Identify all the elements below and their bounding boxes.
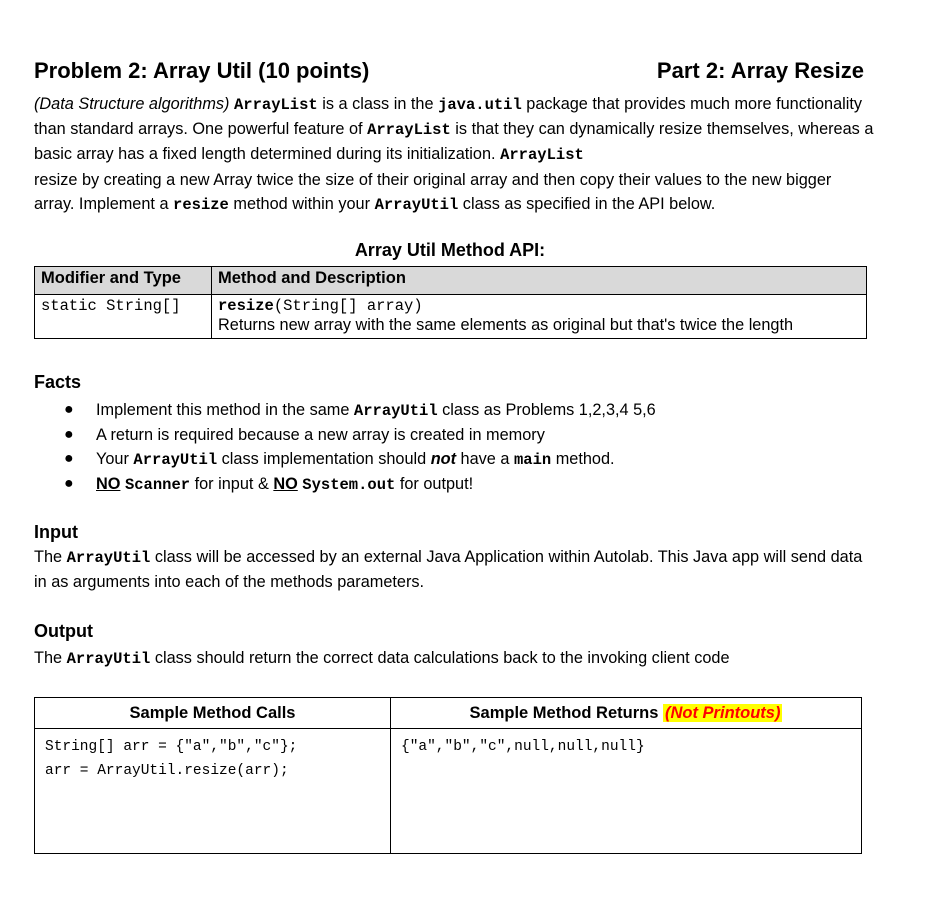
code-main: main	[513, 451, 552, 469]
bullet-icon: ●	[64, 475, 74, 492]
bullet-icon: ●	[64, 450, 74, 467]
code-arrayutil: ArrayUtil	[66, 549, 151, 567]
api-method-name: resize	[218, 297, 274, 315]
output-heading: Output	[34, 621, 93, 641]
api-col-modifier: Modifier and Type	[35, 267, 212, 295]
input-heading: Input	[34, 522, 78, 542]
emphasis-no: NO	[273, 475, 298, 493]
api-header-row	[35, 267, 867, 295]
page-title: Problem 2: Array Util (10 points)	[34, 58, 370, 83]
fact-item	[60, 472, 656, 497]
code-java-util: java.util	[438, 96, 522, 114]
code-line: String[] arr = {"a","b","c"};	[45, 739, 298, 755]
fact-text: A return is required because a new array is created in memory	[96, 426, 545, 444]
code-arrayutil: ArrayUtil	[353, 402, 438, 420]
api-table	[34, 266, 867, 339]
sample-table	[34, 697, 862, 854]
sample-row	[35, 729, 862, 854]
code-scanner: Scanner	[124, 476, 191, 494]
fact-text: Your	[96, 450, 134, 468]
fact-item	[60, 423, 656, 447]
output-paragraph	[34, 646, 874, 671]
code-arraylist: ArrayList	[367, 121, 451, 140]
sample-col-returns-label: Sample Method Returns	[469, 703, 659, 722]
sample-col-calls: Sample Method Calls	[35, 698, 391, 729]
code-arraylist: ArrayList	[233, 96, 318, 114]
intro-text: is a class in the	[317, 95, 439, 113]
emphasis-not: not	[430, 450, 457, 468]
fact-text: for input &	[190, 475, 274, 493]
code-line: {"a","b","c",null,null,null}	[401, 739, 645, 755]
intro-text: package that provides much more functionality than standard arrays. One powerful feature of	[34, 95, 863, 139]
fact-text: method.	[551, 450, 615, 468]
api-caption: Array Util Method API:	[354, 240, 546, 260]
emphasis-no: NO	[96, 475, 121, 493]
returns-note: (Not Printouts)	[664, 703, 781, 722]
input-paragraph	[34, 545, 874, 594]
input-text: The	[34, 548, 67, 566]
intro-text: resize by creating a new Array twice the size of their original array and then copy their values to the new bigger array. Implement a	[34, 170, 832, 213]
sample-header-row	[35, 698, 862, 729]
fact-text: for output!	[395, 475, 474, 493]
sample-col-returns	[391, 698, 862, 729]
sample-calls-cell	[35, 729, 391, 854]
fact-text: class implementation should	[217, 450, 431, 468]
code-line: arr = ArrayUtil.resize(arr);	[45, 763, 289, 779]
api-description: Returns new array with the same elements as original but that's twice the length	[218, 316, 794, 334]
sample-returns-cell	[391, 729, 862, 854]
output-text: class should return the correct data calculations back to the invoking client code	[150, 649, 730, 667]
code-resize: resize	[173, 195, 229, 214]
intro-text: method within your	[228, 194, 375, 213]
input-text: class will be accessed by an external Java Application within Autolab. This Java app will send data in as arguments into each of the methods parameters.	[34, 548, 863, 591]
facts-heading: Facts	[34, 372, 82, 392]
fact-text: have a	[456, 450, 514, 468]
api-modifier-cell	[35, 295, 212, 339]
fact-item	[60, 447, 656, 472]
intro-paragraph	[34, 92, 874, 217]
api-method-params: (String[] array)	[273, 297, 423, 315]
intro-text: is that they can dynamically resize themselves, whereas a basic array has a fixed length determined during its initialization.	[34, 120, 874, 164]
intro-lead: (Data Structure algorithms)	[34, 95, 230, 113]
bullet-icon: ●	[64, 401, 74, 418]
intro-text: class as specified in the API below.	[458, 194, 716, 213]
fact-text: Implement this method in the same	[96, 401, 354, 419]
api-method-cell	[212, 295, 867, 339]
code-arrayutil: ArrayUtil	[133, 451, 218, 469]
facts-list	[60, 398, 656, 497]
api-row	[35, 295, 867, 339]
fact-item	[60, 398, 656, 423]
part-title: Part 2: Array Resize	[656, 58, 864, 83]
api-col-method: Method and Description	[212, 267, 867, 295]
code-arrayutil: ArrayUtil	[66, 650, 151, 668]
api-modifier: static String[]	[41, 297, 181, 315]
code-system-out: System.out	[302, 476, 396, 494]
fact-text: class as Problems 1,2,3,4 5,6	[437, 401, 656, 419]
code-arrayutil: ArrayUtil	[374, 195, 459, 214]
output-text: The	[34, 649, 67, 667]
code-arraylist: ArrayList	[500, 146, 584, 165]
bullet-icon: ●	[64, 426, 74, 443]
